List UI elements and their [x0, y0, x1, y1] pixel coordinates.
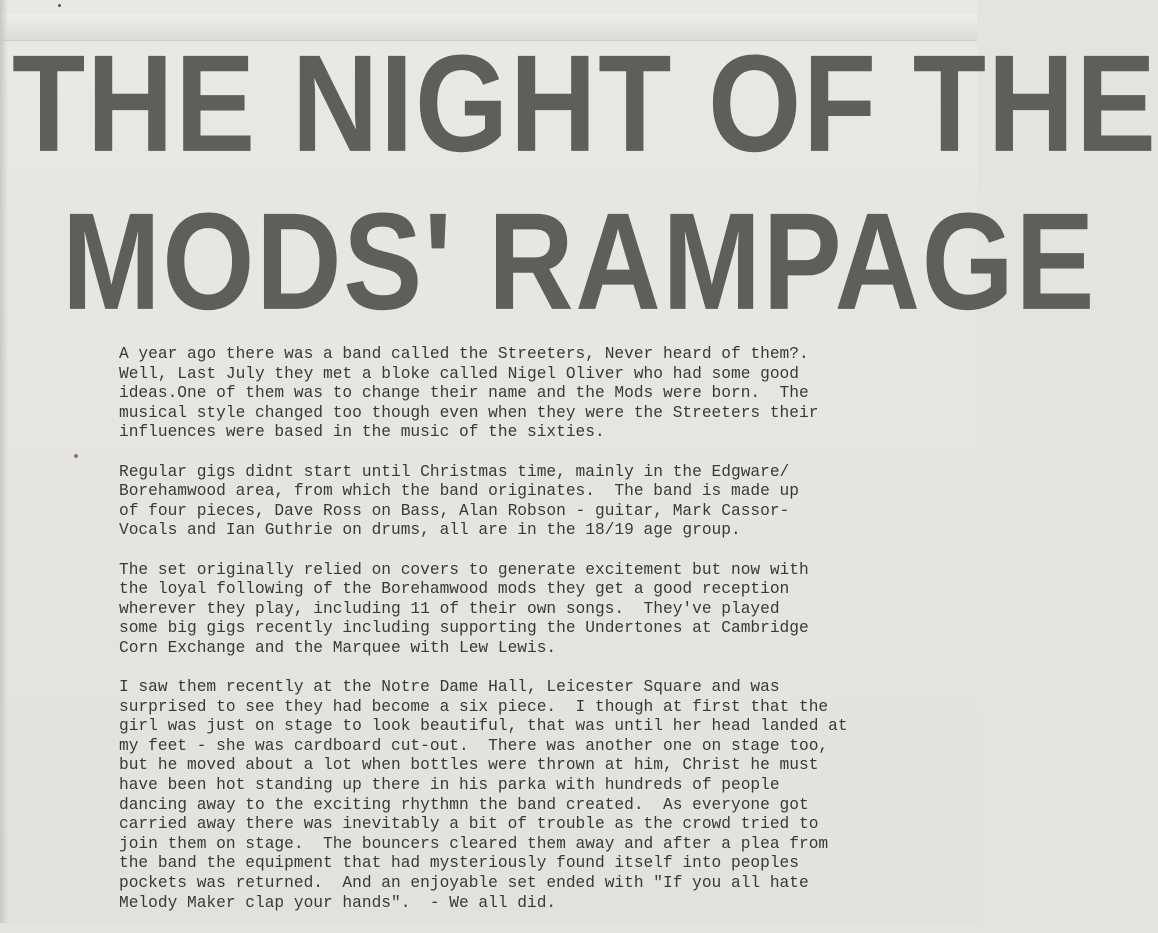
text-line: of four pieces, Dave Ross on Bass, Alan Robson - guitar, Mark Cassor-	[119, 501, 790, 520]
text-line: carried away there was inevitably a bit of trouble as the crowd tried to	[119, 815, 819, 834]
text-line: wherever they play, including 11 of their own songs. They've played	[119, 599, 780, 618]
text-line: the band the equipment that had mysteriously found itself into peoples	[119, 854, 799, 873]
text-line: A year ago there was a band called the Streeters, Never heard of them?.	[119, 345, 809, 363]
article-paragraph-1	[119, 345, 879, 443]
ink-speck	[74, 454, 78, 458]
text-line: my feet - she was cardboard cut-out. There was another one on stage too,	[119, 736, 829, 755]
text-line: have been hot standing up there in his parka with hundreds of people	[119, 776, 780, 795]
text-line: surprised to see they had become a six piece. I though at first that the	[119, 697, 829, 716]
text-line: musical style changed too though even when they were the Streeters their	[119, 403, 819, 422]
text-line: I saw them recently at the Notre Dame Hall, Leicester Square and was	[119, 678, 780, 697]
text-line: Vocals and Ian Guthrie on drums, all are in the 18/19 age group.	[119, 521, 741, 540]
page-edge-shadow	[0, 0, 8, 923]
text-line: influences were based in the music of the sixties.	[119, 423, 605, 442]
text-line: pockets was returned. And an enjoyable set ended with "If you all hate	[119, 874, 809, 893]
text-line: Regular gigs didnt start until Christmas time, mainly in the Edgware/	[119, 462, 790, 481]
text-line: Borehamwood area, from which the band originates. The band is made up	[119, 482, 799, 501]
text-line: girl was just on stage to look beautiful, that was until her head landed at	[119, 717, 848, 736]
article-paragraph-4	[119, 678, 879, 913]
text-line: join them on stage. The bouncers cleared them away and after a plea from	[119, 834, 829, 853]
text-line: the loyal following of the Borehamwood mods they get a good reception	[119, 580, 790, 599]
text-line: The set originally relied on covers to generate excitement but now with	[119, 560, 809, 579]
text-line: Corn Exchange and the Marquee with Lew Lewis.	[119, 638, 557, 657]
ink-speck	[58, 4, 61, 7]
headline-line-1: THE NIGHT OF THE	[12, 25, 1158, 181]
headline-line-2: MODS' RAMPAGE	[62, 183, 1097, 339]
article-paragraph-3	[119, 561, 879, 659]
text-line: dancing away to the exciting rhythmn the band created. As everyone got	[119, 795, 809, 814]
text-line: but he moved about a lot when bottles were thrown at him, Christ he must	[119, 756, 819, 775]
article-paragraph-2	[119, 463, 879, 541]
text-line: Melody Maker clap your hands". - We all did.	[119, 893, 557, 912]
text-line: ideas.One of them was to change their name and the Mods were born. The	[119, 384, 809, 403]
article-body	[119, 345, 879, 933]
text-line: Well, Last July they met a bloke called Nigel Oliver who had some good	[119, 364, 799, 383]
text-line: some big gigs recently including supporting the Undertones at Cambridge	[119, 619, 809, 638]
